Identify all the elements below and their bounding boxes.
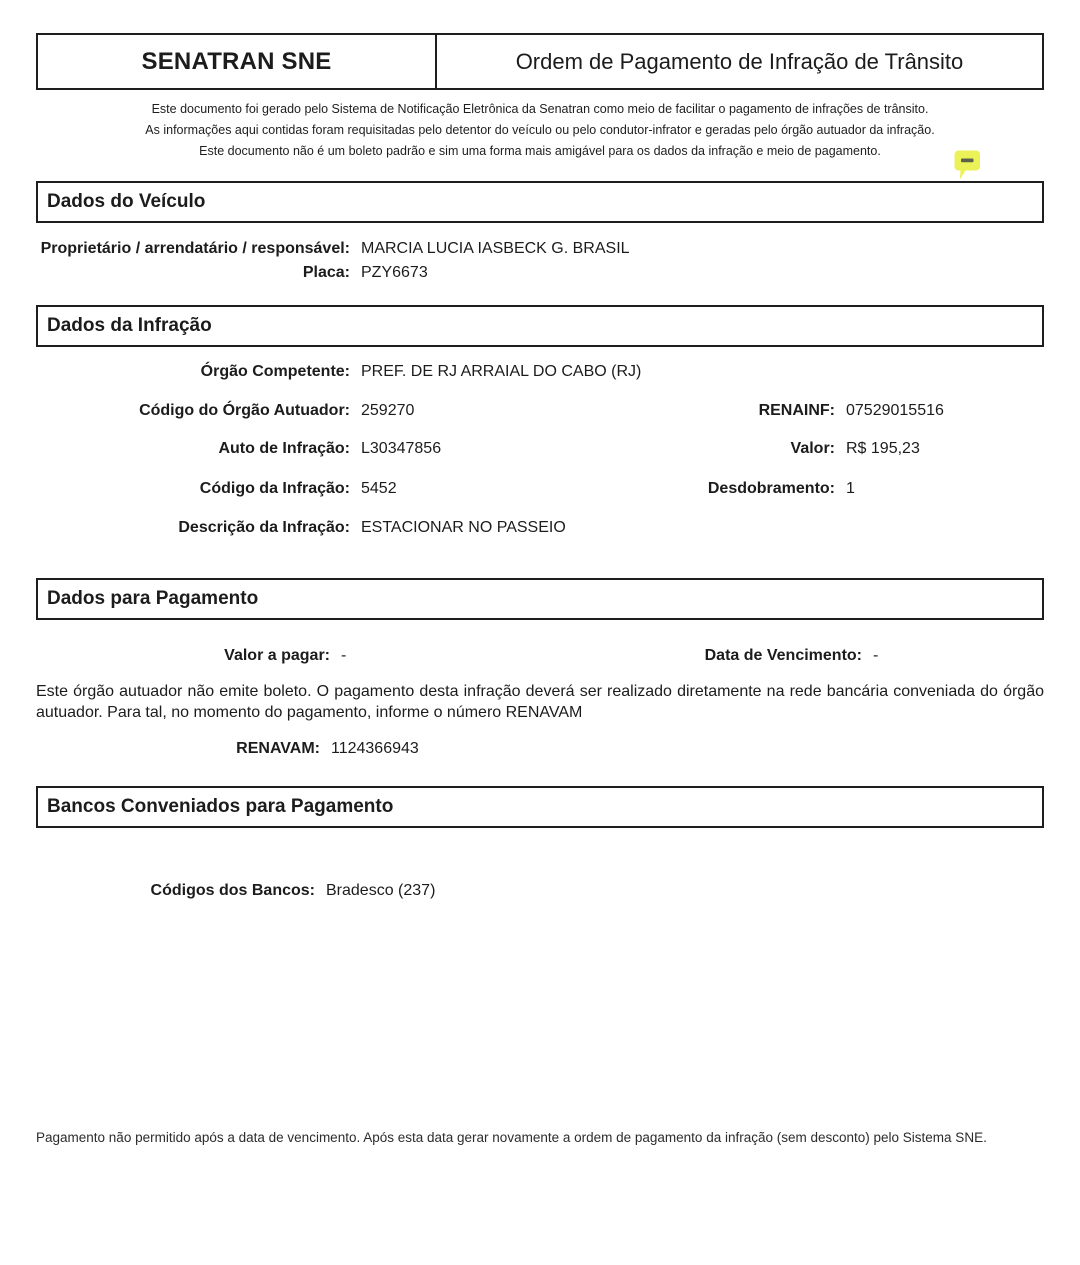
competent-organ-label: Órgão Competente: <box>200 363 350 380</box>
plate-value: PZY6673 <box>361 264 428 281</box>
section-vehicle-header: Dados do Veículo <box>36 181 1044 223</box>
competent-organ-value: PREF. DE RJ ARRAIAL DO CABO (RJ) <box>361 363 642 380</box>
field-amount <box>540 438 1044 460</box>
due-date-value: - <box>873 647 879 664</box>
field-plate <box>36 262 1044 284</box>
field-infraction-code <box>36 478 540 500</box>
bank-codes-label: Códigos dos Bancos: <box>150 882 315 899</box>
field-auto-number <box>36 438 540 460</box>
document-title: Ordem de Pagamento de Infração de Trânsito <box>515 48 964 74</box>
field-renavam <box>36 738 1044 760</box>
annotation-bubble-shape <box>955 151 981 180</box>
intro-text <box>0 99 1080 162</box>
renavam-label: RENAVAM: <box>236 740 320 757</box>
field-competent-organ <box>36 361 1044 383</box>
auto-number-value: L30347856 <box>361 440 442 457</box>
field-owner <box>36 238 1044 260</box>
field-due-date <box>540 645 1044 667</box>
section-infraction-header: Dados da Infração <box>36 305 1044 347</box>
amount-value: R$ 195,23 <box>846 440 920 457</box>
owner-value: MARCIA LUCIA IASBECK G. BRASIL <box>361 240 630 257</box>
plate-label: Placa: <box>302 264 350 281</box>
field-row-auto-valor <box>36 438 1044 460</box>
infraction-description-value: ESTACIONAR NO PASSEIO <box>361 519 566 536</box>
amount-label: Valor: <box>790 440 835 457</box>
comment-annotation-icon[interactable] <box>951 148 983 183</box>
renainf-label: RENAINF: <box>758 402 835 419</box>
intro-line-2: As informações aqui contidas foram requisitadas pelo detentor do veículo ou pelo condutor-infrator e geradas pelo órgão autuador da infração. <box>145 123 935 137</box>
annotation-dash <box>961 159 974 163</box>
brand-title: SENATRAN SNE <box>38 35 437 88</box>
organ-code-value: 259270 <box>361 402 415 419</box>
field-row-infcode-desdobramento <box>36 478 1044 500</box>
field-renainf <box>540 400 1044 422</box>
bank-codes-value: Bradesco (237) <box>326 882 436 899</box>
document-header <box>36 33 1044 90</box>
auto-number-label: Auto de Infração: <box>218 440 350 457</box>
intro-line-1: Este documento foi gerado pelo Sistema de Notificação Eletrônica da Senatran como meio de facilitar o pagamento de infrações de trânsito. <box>151 102 929 116</box>
field-payable-amount <box>36 645 540 667</box>
payment-notice-text: Este órgão autuador não emite boleto. O pagamento desta infração deverá ser realizado diretamente na rede bancária conveniada do órgão autuador. Para tal, no momento do pagamento, informe o número RENAVAM <box>36 683 1044 721</box>
renainf-value: 07529015516 <box>846 402 944 419</box>
field-infraction-description <box>36 517 1044 539</box>
payable-amount-label: Valor a pagar: <box>224 647 330 664</box>
footer-note: Pagamento não permitido após a data de vencimento. Após esta data gerar novamente a ordem de pagamento da infração (sem desconto) pelo Sistema SNE. <box>36 1130 987 1145</box>
owner-label: Proprietário / arrendatário / responsável: <box>40 240 350 257</box>
field-bank-codes <box>36 880 1044 902</box>
infraction-code-value: 5452 <box>361 480 397 497</box>
due-date-label: Data de Vencimento: <box>704 647 862 664</box>
field-desdobramento <box>540 478 1044 500</box>
desdobramento-value: 1 <box>846 480 855 497</box>
organ-code-label: Código do Órgão Autuador: <box>139 402 350 419</box>
field-organ-code <box>36 400 540 422</box>
infraction-code-label: Código da Infração: <box>199 480 350 497</box>
section-banks-header: Bancos Conveniados para Pagamento <box>36 786 1044 828</box>
renavam-value: 1124366943 <box>331 740 419 757</box>
payable-amount-value: - <box>341 647 347 664</box>
infraction-description-label: Descrição da Infração: <box>178 519 350 536</box>
intro-line-3: Este documento não é um boleto padrão e sim uma forma mais amigável para os dados da infração e meio de pagamento. <box>199 144 881 158</box>
desdobramento-label: Desdobramento: <box>707 480 835 497</box>
field-row-payable-duedate <box>36 645 1044 667</box>
section-payment-header: Dados para Pagamento <box>36 578 1044 620</box>
field-row-orgcode-renainf <box>36 400 1044 422</box>
